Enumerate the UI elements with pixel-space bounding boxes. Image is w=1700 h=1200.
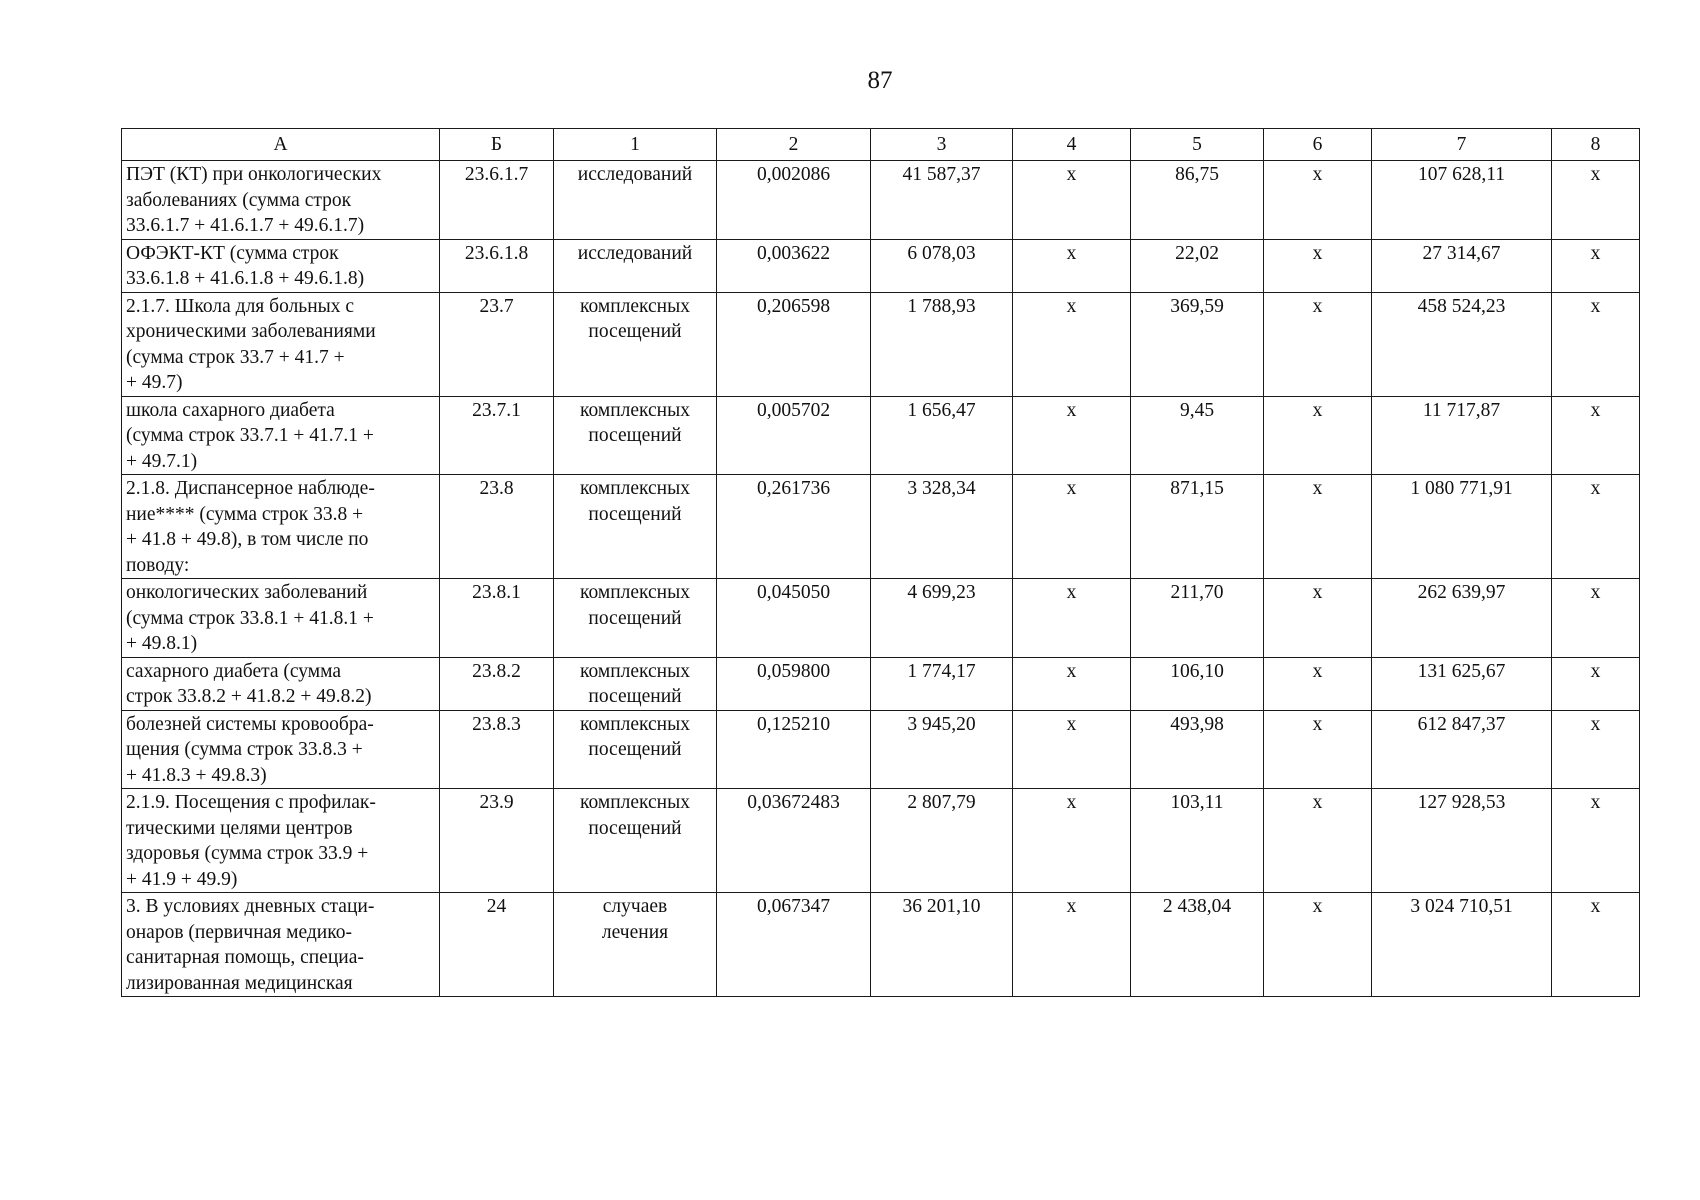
row-value-c6: х xyxy=(1264,579,1372,658)
row-name-line: 33.6.1.7 + 41.6.1.7 + 49.6.1.7) xyxy=(126,215,365,236)
row-unit-line: комплексных xyxy=(580,295,690,317)
row-name-line: (сумма строк 33.8.1 + 41.8.1 + xyxy=(126,607,374,629)
row-value-c2: 0,059800 xyxy=(717,657,871,710)
row-code-cell: 23.7 xyxy=(440,292,554,396)
row-name-line: + 41.8 + 49.8), в том числе по xyxy=(126,529,369,550)
row-value-c5: 106,10 xyxy=(1131,657,1264,710)
row-value-c2: 0,003622 xyxy=(717,239,871,292)
row-unit-cell xyxy=(554,579,717,658)
table-row xyxy=(122,893,1640,997)
row-name-line: поводу: xyxy=(126,554,190,576)
row-value-c4: х xyxy=(1013,893,1131,997)
row-value-c7: 127 928,53 xyxy=(1372,789,1552,893)
row-value-c4: х xyxy=(1013,396,1131,475)
row-name-line: ОФЭКТ-КТ (сумма строк xyxy=(126,242,339,264)
row-value-c7: 1 080 771,91 xyxy=(1372,475,1552,579)
row-unit-line: посещений xyxy=(588,607,682,629)
row-name-line: ние**** (сумма строк 33.8 + xyxy=(126,503,364,525)
row-unit-line: комплексных xyxy=(580,582,690,603)
row-name-line: лизированная медицинская xyxy=(126,972,353,994)
row-value-c7: 107 628,11 xyxy=(1372,161,1552,240)
row-value-c6: х xyxy=(1264,789,1372,893)
row-value-c8: х xyxy=(1552,789,1640,893)
row-name-line: + 49.7.1) xyxy=(126,450,198,472)
row-value-c6: х xyxy=(1264,710,1372,789)
row-value-c3: 3 945,20 xyxy=(871,710,1013,789)
row-name-cell xyxy=(122,893,440,997)
row-unit-line: посещений xyxy=(588,817,682,839)
row-name-line: + 41.8.3 + 49.8.3) xyxy=(126,764,267,786)
data-table xyxy=(121,128,1640,997)
table-row xyxy=(122,161,1640,240)
column-header: 6 xyxy=(1264,129,1372,161)
row-value-c6: х xyxy=(1264,239,1372,292)
row-value-c5: 103,11 xyxy=(1131,789,1264,893)
row-value-c7: 131 625,67 xyxy=(1372,657,1552,710)
row-name-line: 33.6.1.8 + 41.6.1.8 + 49.6.1.8) xyxy=(126,268,365,289)
row-value-c6: х xyxy=(1264,893,1372,997)
row-name-line: 2.1.8. Диспансерное наблюде- xyxy=(126,478,375,499)
row-unit-line: посещений xyxy=(588,321,682,342)
row-unit-line: случаев xyxy=(602,896,668,917)
row-code-cell: 23.6.1.8 xyxy=(440,239,554,292)
row-name-line: (сумма строк 33.7 + 41.7 + xyxy=(126,346,345,368)
row-value-c2: 0,067347 xyxy=(717,893,871,997)
row-value-c3: 2 807,79 xyxy=(871,789,1013,893)
row-name-line: заболеваниях (сумма строк xyxy=(126,189,352,211)
row-unit-line: посещений xyxy=(588,739,682,760)
header-row xyxy=(122,129,1640,161)
row-value-c5: 2 438,04 xyxy=(1131,893,1264,997)
row-name-line: + 41.9 + 49.9) xyxy=(126,868,238,890)
row-name-line: онаров (первичная медико- xyxy=(126,921,352,943)
column-header: 7 xyxy=(1372,129,1552,161)
row-unit-line: исследований xyxy=(577,164,693,185)
row-value-c7: 262 639,97 xyxy=(1372,579,1552,658)
row-name-cell xyxy=(122,789,440,893)
row-unit-cell xyxy=(554,893,717,997)
row-value-c5: 369,59 xyxy=(1131,292,1264,396)
row-name-cell xyxy=(122,657,440,710)
row-value-c5: 22,02 xyxy=(1131,239,1264,292)
table-body xyxy=(122,161,1640,997)
table-row xyxy=(122,789,1640,893)
row-name-line: 2.1.7. Школа для больных с xyxy=(126,295,355,317)
row-value-c5: 211,70 xyxy=(1131,579,1264,658)
row-unit-line: комплексных xyxy=(580,713,690,735)
row-unit-cell xyxy=(554,239,717,292)
column-header: 2 xyxy=(717,129,871,161)
row-unit-line: лечения xyxy=(601,921,669,943)
row-name-line: 2.1.9. Посещения с профилак- xyxy=(126,792,376,813)
row-value-c4: х xyxy=(1013,789,1131,893)
row-name-cell xyxy=(122,710,440,789)
row-name-line: тическими целями центров xyxy=(126,817,353,839)
row-value-c5: 9,45 xyxy=(1131,396,1264,475)
row-value-c4: х xyxy=(1013,579,1131,658)
table-row xyxy=(122,292,1640,396)
row-value-c2: 0,261736 xyxy=(717,475,871,579)
row-value-c2: 0,045050 xyxy=(717,579,871,658)
row-unit-cell xyxy=(554,161,717,240)
table-row xyxy=(122,396,1640,475)
row-code-cell: 24 xyxy=(440,893,554,997)
row-name-line: строк 33.8.2 + 41.8.2 + 49.8.2) xyxy=(126,686,372,707)
row-code-cell: 23.9 xyxy=(440,789,554,893)
row-unit-cell xyxy=(554,657,717,710)
row-value-c3: 1 774,17 xyxy=(871,657,1013,710)
row-unit-line: посещений xyxy=(588,425,682,446)
row-value-c4: х xyxy=(1013,292,1131,396)
row-value-c8: х xyxy=(1552,475,1640,579)
row-code-cell: 23.8 xyxy=(440,475,554,579)
table-row xyxy=(122,657,1640,710)
table-row xyxy=(122,579,1640,658)
row-value-c7: 458 524,23 xyxy=(1372,292,1552,396)
row-value-c2: 0,002086 xyxy=(717,161,871,240)
row-value-c8: х xyxy=(1552,239,1640,292)
row-name-line: школа сахарного диабета xyxy=(126,399,335,421)
row-value-c3: 4 699,23 xyxy=(871,579,1013,658)
row-value-c4: х xyxy=(1013,161,1131,240)
row-value-c8: х xyxy=(1552,710,1640,789)
row-value-c8: х xyxy=(1552,893,1640,997)
column-header: Б xyxy=(440,129,554,161)
row-value-c8: х xyxy=(1552,579,1640,658)
row-name-cell xyxy=(122,579,440,658)
row-value-c6: х xyxy=(1264,475,1372,579)
row-value-c7: 3 024 710,51 xyxy=(1372,893,1552,997)
row-value-c6: х xyxy=(1264,396,1372,475)
row-value-c4: х xyxy=(1013,239,1131,292)
column-header: 1 xyxy=(554,129,717,161)
column-header: 3 xyxy=(871,129,1013,161)
row-value-c8: х xyxy=(1552,396,1640,475)
row-code-cell: 23.8.2 xyxy=(440,657,554,710)
row-unit-line: комплексных xyxy=(580,399,690,421)
page-number: 87 xyxy=(867,67,893,94)
row-name-cell xyxy=(122,161,440,240)
row-value-c6: х xyxy=(1264,657,1372,710)
row-value-c3: 36 201,10 xyxy=(871,893,1013,997)
row-code-cell: 23.8.1 xyxy=(440,579,554,658)
row-value-c3: 3 328,34 xyxy=(871,475,1013,579)
table-row xyxy=(122,475,1640,579)
row-value-c5: 86,75 xyxy=(1131,161,1264,240)
row-value-c8: х xyxy=(1552,292,1640,396)
row-value-c8: х xyxy=(1552,657,1640,710)
row-code-cell: 23.8.3 xyxy=(440,710,554,789)
row-name-cell xyxy=(122,475,440,579)
row-value-c6: х xyxy=(1264,161,1372,240)
row-name-line: болезней системы кровообра- xyxy=(126,713,374,735)
row-unit-line: комплексных xyxy=(580,792,690,813)
row-name-line: сахарного диабета (сумма xyxy=(126,660,341,682)
row-value-c6: х xyxy=(1264,292,1372,396)
row-value-c3: 41 587,37 xyxy=(871,161,1013,240)
row-value-c2: 0,125210 xyxy=(717,710,871,789)
row-value-c8: х xyxy=(1552,161,1640,240)
row-unit-cell xyxy=(554,710,717,789)
table-row xyxy=(122,239,1640,292)
row-value-c2: 0,03672483 xyxy=(717,789,871,893)
row-name-line: ПЭТ (КТ) при онкологических xyxy=(126,164,382,185)
row-unit-cell xyxy=(554,292,717,396)
column-header: 8 xyxy=(1552,129,1640,161)
row-value-c3: 1 788,93 xyxy=(871,292,1013,396)
column-header: 5 xyxy=(1131,129,1264,161)
row-value-c5: 871,15 xyxy=(1131,475,1264,579)
row-code-cell: 23.7.1 xyxy=(440,396,554,475)
row-unit-cell xyxy=(554,475,717,579)
row-value-c7: 27 314,67 xyxy=(1372,239,1552,292)
row-value-c4: х xyxy=(1013,475,1131,579)
row-value-c7: 11 717,87 xyxy=(1372,396,1552,475)
row-value-c2: 0,005702 xyxy=(717,396,871,475)
row-name-line: щения (сумма строк 33.8.3 + xyxy=(126,739,363,760)
row-name-line: + 49.8.1) xyxy=(126,633,198,654)
row-value-c4: х xyxy=(1013,657,1131,710)
row-unit-line: посещений xyxy=(588,503,682,525)
row-value-c7: 612 847,37 xyxy=(1372,710,1552,789)
row-value-c4: х xyxy=(1013,710,1131,789)
row-name-line: 3. В условиях дневных стаци- xyxy=(126,896,375,917)
row-unit-line: исследований xyxy=(577,242,693,264)
column-header: А xyxy=(122,129,440,161)
row-name-cell xyxy=(122,292,440,396)
row-name-cell xyxy=(122,396,440,475)
row-name-line: санитарная помощь, специа- xyxy=(126,947,364,968)
column-header: 4 xyxy=(1013,129,1131,161)
row-unit-cell xyxy=(554,396,717,475)
row-name-line: хроническими заболеваниями xyxy=(126,321,376,342)
row-code-cell: 23.6.1.7 xyxy=(440,161,554,240)
row-unit-line: комплексных xyxy=(580,478,690,499)
row-name-line: онкологических заболеваний xyxy=(126,582,368,603)
row-value-c3: 6 078,03 xyxy=(871,239,1013,292)
table-row xyxy=(122,710,1640,789)
row-unit-line: посещений xyxy=(588,686,682,707)
row-name-line: здоровья (сумма строк 33.9 + xyxy=(126,843,369,864)
row-unit-line: комплексных xyxy=(580,660,690,682)
row-unit-cell xyxy=(554,789,717,893)
row-name-line: (сумма строк 33.7.1 + 41.7.1 + xyxy=(126,425,374,446)
row-value-c3: 1 656,47 xyxy=(871,396,1013,475)
row-value-c2: 0,206598 xyxy=(717,292,871,396)
row-value-c5: 493,98 xyxy=(1131,710,1264,789)
row-name-cell xyxy=(122,239,440,292)
row-name-line: + 49.7) xyxy=(126,372,183,393)
